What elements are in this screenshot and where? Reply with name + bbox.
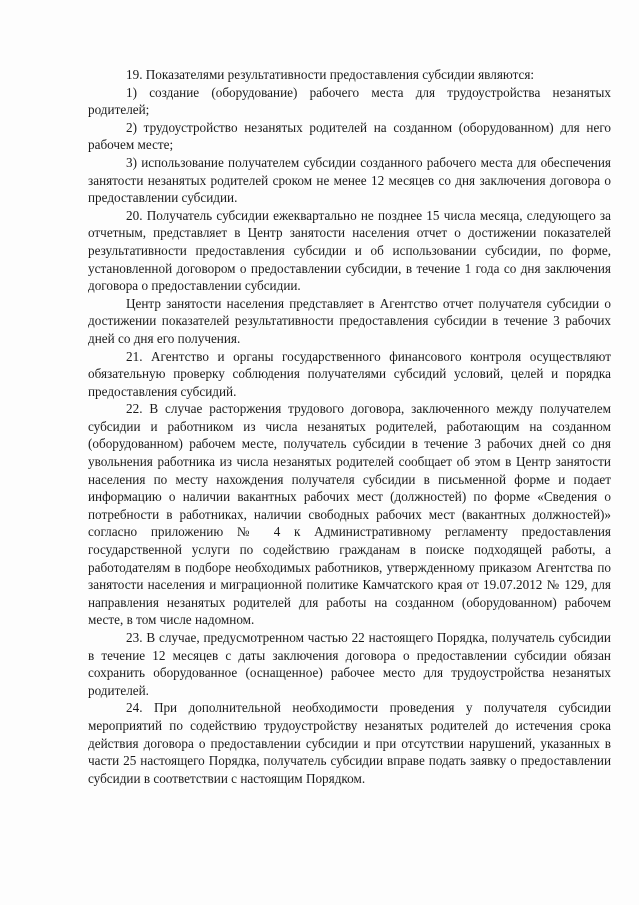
paragraph-23: 23. В случае, предусмотренном частью 22 настоящего Порядка, получатель субсидии в течение 12 месяцев с даты заключения договора о предоставлении субсидии обязан сохранить оборудованное (оснащенное) рабочее место для трудоустройства незанятых родителей. [88,630,611,698]
paragraph-19-item-1: 1) создание (оборудование) рабочего места для трудоустройства незанятых родителей; [88,84,611,118]
paragraph-19: 19. Показателями результативности предоставления субсидии являются: [126,67,535,82]
paragraph-21: 21. Агентство и органы государственного финансового контроля осуществляют обязательную проверку соблюдения получателями субсидий условий, целей и порядка предоставления субсидий. [88,348,611,399]
paragraph-20-continued: Центр занятости населения представляет в Агентство отчет получателя субсидии о достижении показателей результативности предоставления субсидии в течение 3 рабочих дней со дня его получения. [88,295,611,346]
document-body [88,66,611,787]
paragraph-20: 20. Получатель субсидии ежеквартально не позднее 15 числа месяца, следующего за отчетным, представляет в Центр занятости населения отчет о достижении показателей результативности предоставления субсидии и об использовании субсидии, по форме, установленной договором о предоставлении субсидии, в течение 1 года со дня заключения договора о предоставлении субсидии. [88,207,611,294]
paragraph-19-item-2: 2) трудоустройство незанятых родителей на созданном (оборудованном) для него рабочем месте; [88,119,611,153]
paragraph-19-item-3: 3) использование получателем субсидии созданного рабочего места для обеспечения занятости незанятых родителей сроком не менее 12 месяцев со дня заключения договора о предоставлении субсидии. [88,154,611,206]
paragraph-24: 24. При дополнительной необходимости проведения у получателя субсидии мероприятий по содействию трудоустройству незанятых родителей до истечения срока действия договора о предоставлении субсидии и при отсутствии нарушений, указанных в части 25 настоящего Порядка, получатель субсидии вправе подать заявку о предоставлении субсидии в соответствии с настоящим Порядком. [88,700,611,786]
paragraph-22: 22. В случае расторжения трудового договора, заключенного между получателем субсидии и работником из числа незанятых родителей, работающим на созданном (оборудованном) рабочем месте, получатель субсидии в течение 3 рабочих дней со дня увольнения работника из числа незанятых родителей сообщает об этом в Центр занятости населения по месту нахождения получателя субсидии в письменной форме и подает информацию о наличии вакантных рабочих мест (должностей) по форме «Сведения о потребности в работниках, наличии свободных рабочих мест (вакантных должностей)» согласно приложению № 4 к Административному регламенту предоставления государственной услуги по содействию гражданам в поиске подходящей работы, а работодателям в подборе необходимых работников, утвержденному приказом Агентства по занятости населения и миграционной политике Камчатского края от 19.07.2012 № 129, для направления незанятых родителей для работы на созданном (оборудованном) рабочем месте, в том числе надомном. [88,401,611,628]
